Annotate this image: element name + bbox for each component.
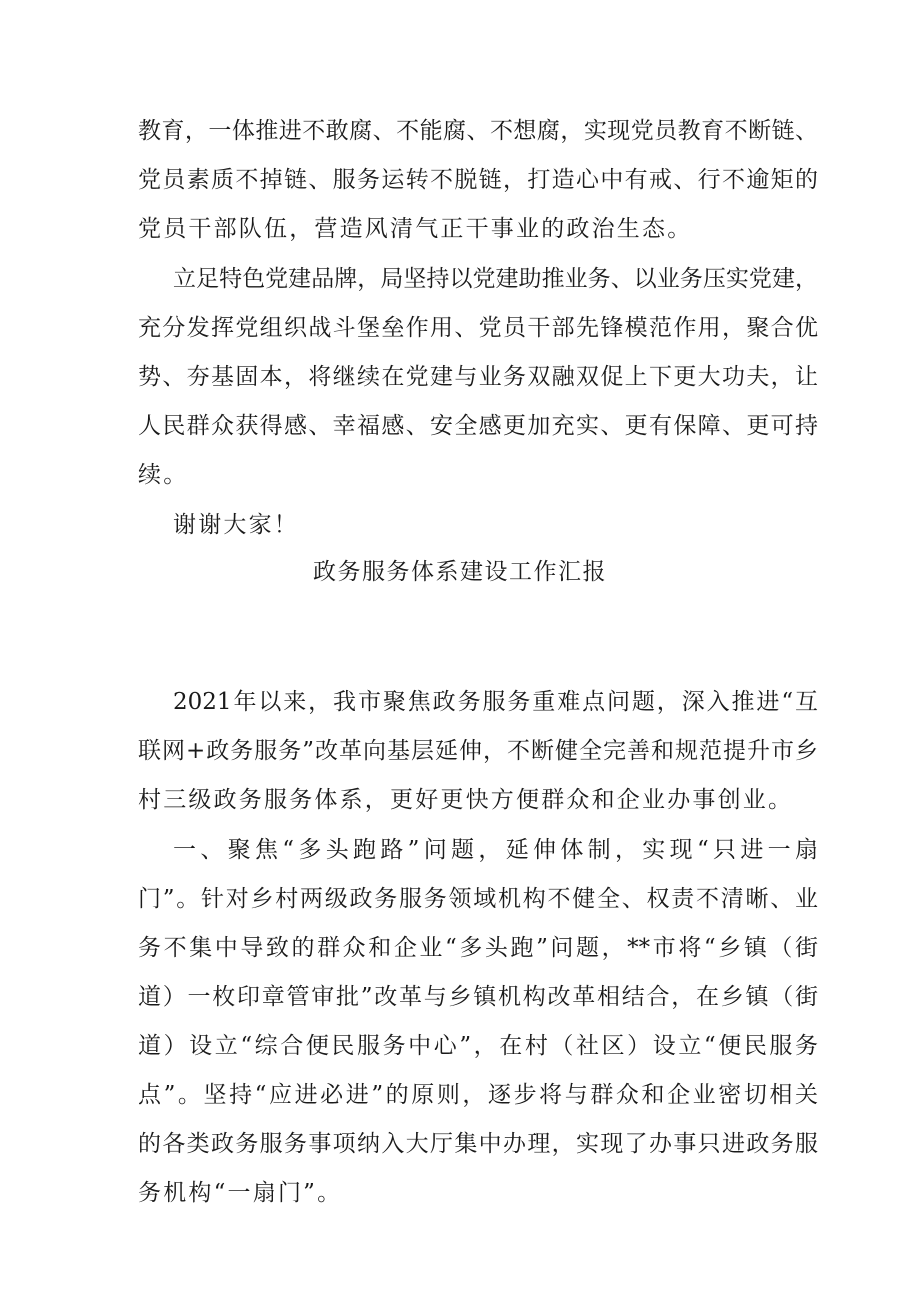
report-paragraph-1-line-1: 2021年以来，我市聚焦政务服务重难点问题，深入推进“互 [173, 689, 818, 715]
report-paragraph-1-line-3: 村三级政务服务体系，更好更快方便群众和企业办事创业。 [138, 787, 794, 813]
paragraph-1-line-2: 党员素质不掉链、服务运转不脱链，打造心中有戒、行不逾矩的 [138, 167, 818, 193]
report-paragraph-2-line-3: 务不集中导致的群众和企业“多头跑”问题，**市将“乡镇（街 [138, 935, 818, 961]
report-paragraph-2-line-1: 一、聚焦“多头跑路”问题，延伸体制，实现“只进一扇 [173, 837, 818, 863]
report-paragraph-2-line-6: 点”。坚持“应进必进”的原则，逐步将与群众和企业密切相关 [138, 1082, 818, 1108]
report-paragraph-2-line-7: 的各类政务服务事项纳入大厅集中办理，实现了办事只进政务服 [138, 1131, 818, 1157]
paragraph-2-line-5: 续。 [138, 462, 189, 488]
paragraph-2-line-3: 势、夯基固本，将继续在党建与业务双融双促上下更大功夫，让 [138, 364, 818, 390]
report-paragraph-2-line-8: 务机构“一扇门”。 [138, 1180, 343, 1206]
paragraph-2-line-1: 立足特色党建品牌，局坚持以党建助推业务、以业务压实党建， [173, 266, 818, 292]
report-paragraph-2-line-2: 门”。针对乡村两级政务服务领域机构不健全、权责不清晰、业 [138, 886, 818, 912]
report-paragraph-1-line-2: 联网+政务服务”改革向基层延伸，不断健全完善和规范提升市乡 [138, 738, 818, 764]
report-paragraph-2-line-4: 道）一枚印章管审批”改革与乡镇机构改革相结合，在乡镇（街 [138, 984, 818, 1010]
paragraph-2-line-4: 人民群众获得感、幸福感、安全感更加充实、更有保障、更可持 [138, 413, 818, 439]
closing-remark: 谢谢大家！ [173, 512, 299, 538]
paragraph-1-line-1: 教育，一体推进不敢腐、不能腐、不想腐，实现党员教育不断链、 [138, 118, 818, 144]
paragraph-1-line-3: 党员干部队伍，营造风清气正干事业的政治生态。 [138, 216, 693, 242]
paragraph-2-line-2: 充分发挥党组织战斗堡垒作用、党员干部先锋模范作用，聚合优 [138, 315, 818, 341]
report-title: 政务服务体系建设工作汇报 [313, 559, 607, 585]
report-paragraph-2-line-5: 道）设立“综合便民服务中心”，在村（社区）设立“便民服务 [138, 1033, 818, 1059]
